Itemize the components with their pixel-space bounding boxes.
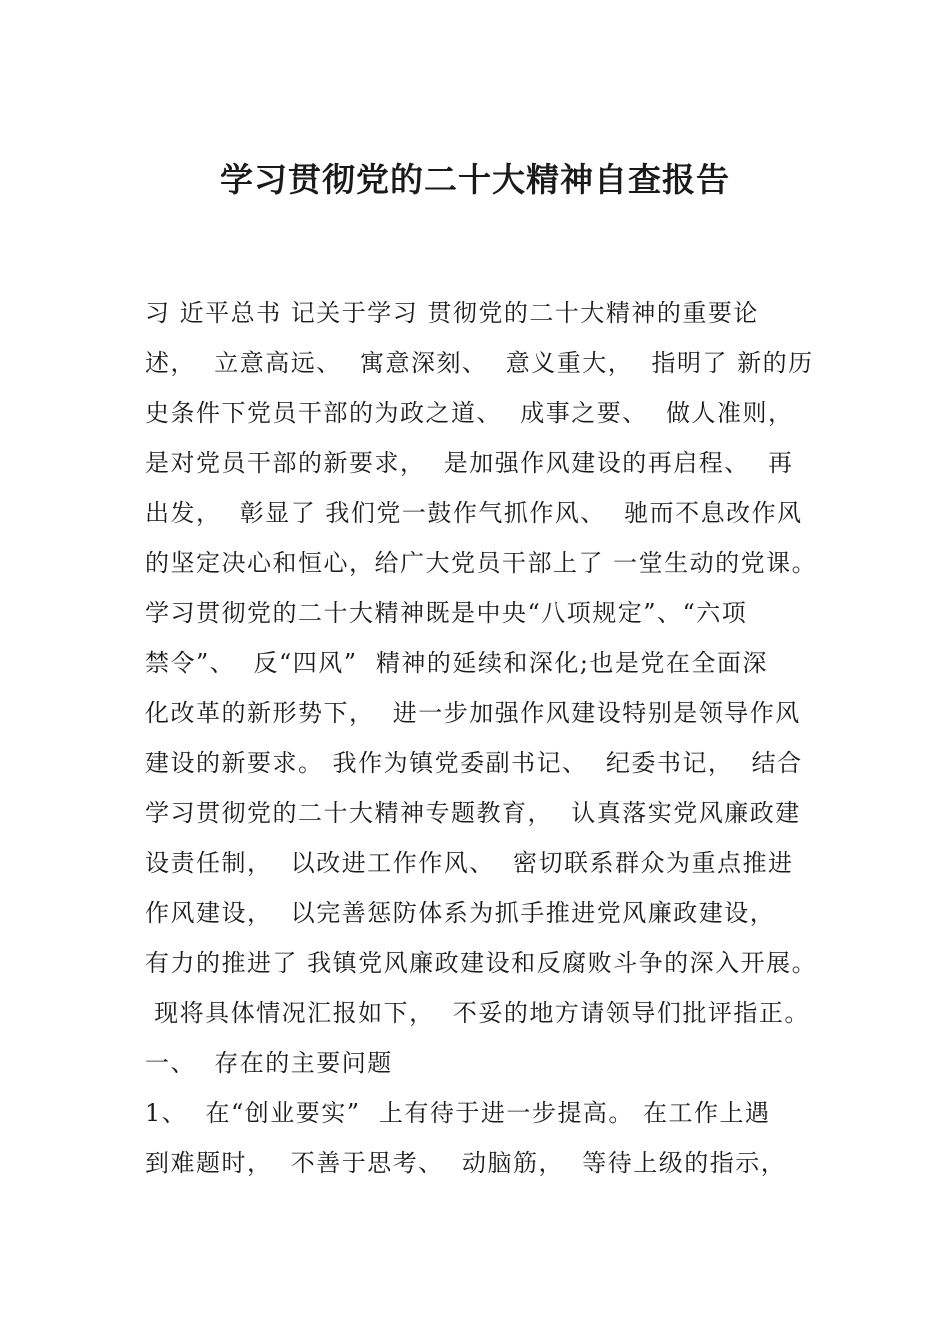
- section-heading: 一、 存在的主要问题: [145, 1049, 393, 1077]
- body-line: 习 近平总书 记关于学习 贯彻党的二十大精神的重要论: [145, 299, 759, 327]
- document-title: 学习贯彻党的二十大精神自查报告: [220, 160, 730, 199]
- body-line: 建设的新要求。 我作为镇党委副书记、 纪委书记， 结合: [145, 749, 803, 777]
- body-line: 现将具体情况汇报如下， 不妥的地方请领导们批评指正。: [145, 999, 810, 1027]
- body-line: 设责任制， 以改进工作作风、 密切联系群众为重点推进: [145, 849, 794, 877]
- body-line: 史条件下党员干部的为政之道、 成事之要、 做人准则，: [145, 399, 794, 427]
- body-line: 是对党员干部的新要求， 是加强作风建设的再启程、 再: [145, 449, 794, 477]
- body-line: 学习贯彻党的二十大精神专题教育， 认真落实党风廉政建: [145, 799, 801, 827]
- document-body: [145, 288, 845, 1188]
- body-line: 禁令”、 反“四风” 精神的延续和深化;也是党在全面深: [145, 649, 768, 677]
- body-line: 有力的推进了 我镇党风廉政建设和反腐败斗争的深入开展。: [145, 949, 818, 977]
- body-line: 1、 在“创业要实” 上有待于进一步提高。 在工作上遇: [145, 1099, 771, 1127]
- body-line: 述， 立意高远、 寓意深刻、 意义重大， 指明了 新的历: [145, 349, 814, 377]
- body-line: 出发， 彰显了 我们党一鼓作气抓作风、 驰而不息改作风: [145, 499, 803, 527]
- body-line: 作风建设， 以完善惩防体系为抓手推进党风廉政建设，: [145, 899, 776, 927]
- body-line: 到难题时， 不善于思考、 动脑筋， 等待上级的指示，: [145, 1149, 787, 1177]
- body-line: 的坚定决心和恒心，给广大党员干部上了 一堂生动的党课。: [145, 549, 818, 577]
- body-line: 学习贯彻党的二十大精神既是中央“八项规定”、“六项: [145, 599, 748, 627]
- body-line: 化改革的新形势下， 进一步加强作风建设特别是领导作风: [145, 699, 801, 727]
